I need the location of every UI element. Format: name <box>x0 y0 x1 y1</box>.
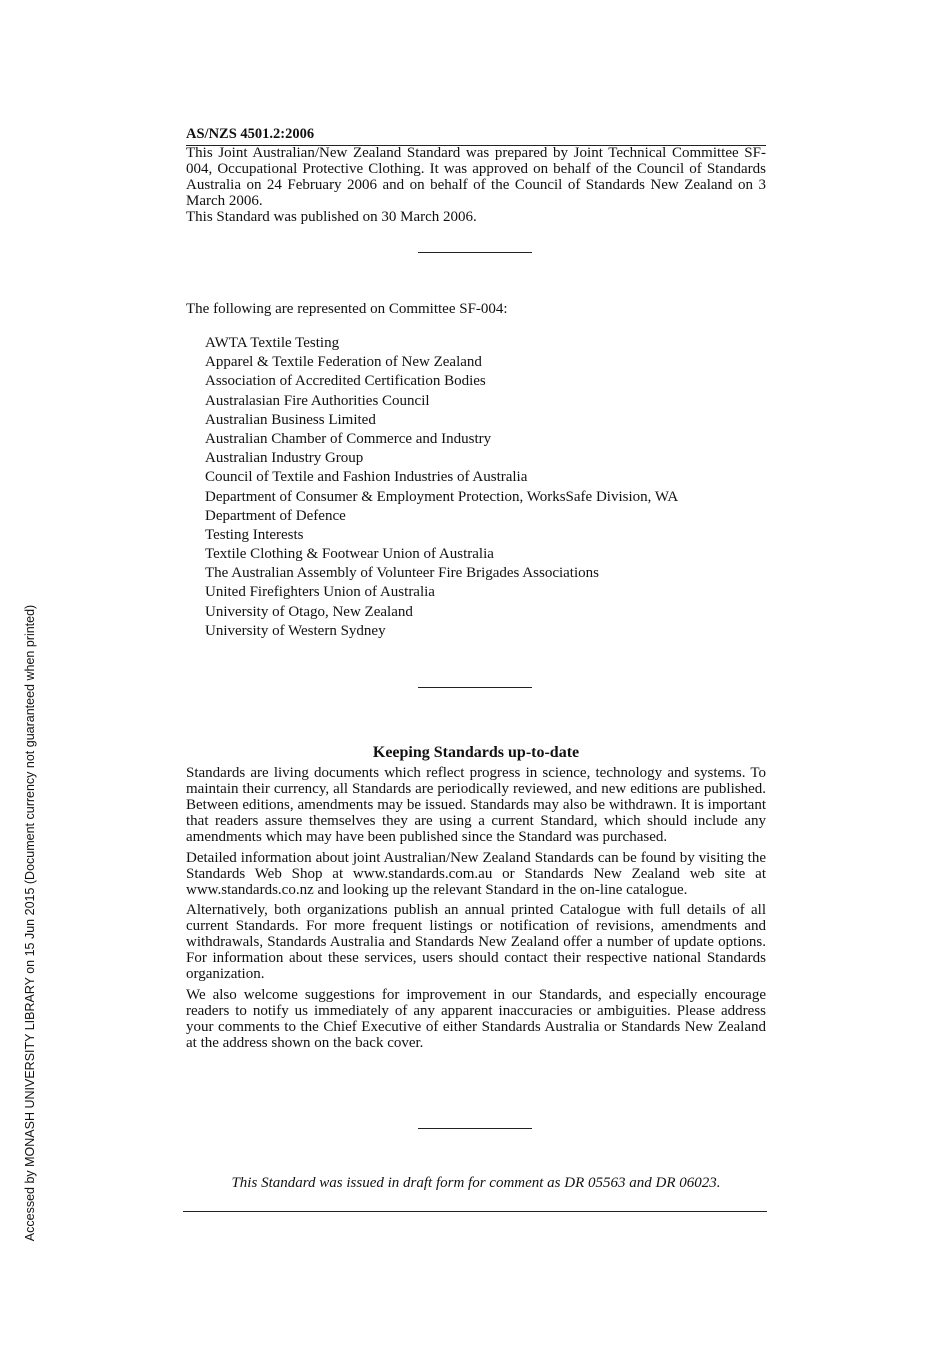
committee-member: The Australian Assembly of Volunteer Fire Brigades Associations <box>205 565 599 582</box>
body-paragraph: Detailed information about joint Australian/New Zealand Standards can be found by visiting the Standards Web Shop at www.standards.com.au or Standards New Zealand web site at www.standards.co.nz and looking up the relevant Standard in the on-line catalogue. <box>186 849 766 898</box>
committee-member: Department of Consumer & Employment Protection, WorksSafe Division, WA <box>205 488 679 505</box>
standard-id: AS/NZS 4501.2:2006 <box>186 126 315 142</box>
published-date: This Standard was published on 30 March 2006. <box>186 209 477 225</box>
access-watermark: Accessed by MONASH UNIVERSITY LIBRARY on 15 Jun 2015 (Document currency not guaranteed when printed) <box>23 604 37 1242</box>
committee-intro: The following are represented on Committee SF-004: <box>186 301 508 317</box>
committee-member: University of Otago, New Zealand <box>205 603 413 620</box>
section-title: Keeping Standards up-to-date <box>372 744 580 761</box>
body-paragraph: Alternatively, both organizations publish an annual printed Catalogue with full details of all current Standards. For more frequent listings or notification of revisions, amendments and withdrawals, Standards Australia and Standards New Zealand offer a number of update options. For information about these services, users should contact their respective national Standards organization. <box>186 902 766 982</box>
body-paragraph: Standards are living documents which reflect progress in science, technology and systems. To maintain their currency, all Standards are periodically reviewed, and new editions are published. Between editions, amendments may be issued. Standards may also be withdrawn. It is important that readers assure themselves they are using a current Standard, which should include any amendments which may have been published since the Standard was purchased. <box>186 765 766 845</box>
committee-member: Council of Textile and Fashion Industries of Australia <box>205 469 528 486</box>
committee-member: Textile Clothing & Footwear Union of Australia <box>205 546 494 563</box>
committee-member: Australian Chamber of Commerce and Industry <box>205 430 492 447</box>
committee-member: Association of Accredited Certification Bodies <box>205 373 486 390</box>
committee-member-list <box>205 334 678 641</box>
section-divider <box>418 687 532 688</box>
committee-member: Australian Business Limited <box>205 411 376 428</box>
committee-member: Australian Industry Group <box>205 450 364 467</box>
committee-member: Testing Interests <box>205 526 304 543</box>
draft-note: This Standard was issued in draft form for comment as DR 05563 and DR 06023. <box>231 1175 721 1191</box>
committee-member: Apparel & Textile Federation of New Zealand <box>205 354 482 371</box>
committee-member: Department of Defence <box>205 507 346 524</box>
committee-member: University of Western Sydney <box>205 622 386 639</box>
section-divider <box>418 252 532 253</box>
section-divider <box>418 1128 532 1129</box>
approval-block <box>186 145 766 225</box>
footer-rule <box>183 1211 767 1212</box>
body-paragraph: We also welcome suggestions for improvement in our Standards, and especially encourage readers to notify us immediately of any apparent inaccuracies or ambiguities. Please address your comments to the Chief Executive of either Standards Australia or Standards New Zealand at the address shown on the back cover. <box>186 986 766 1051</box>
committee-member: Australasian Fire Authorities Council <box>205 392 430 409</box>
approval-paragraph: This Joint Australian/New Zealand Standard was prepared by Joint Technical Committee SF-004, Occupational Protective Clothing. It was approved on behalf of the Council of Standards Australia on 24 February 2006 and on behalf of the Council of Standards New Zealand on 3 March 2006. <box>186 145 766 209</box>
keeping-up-to-date-section <box>186 765 766 1055</box>
committee-member: United Firefighters Union of Australia <box>205 584 435 601</box>
committee-member: AWTA Textile Testing <box>205 335 340 351</box>
